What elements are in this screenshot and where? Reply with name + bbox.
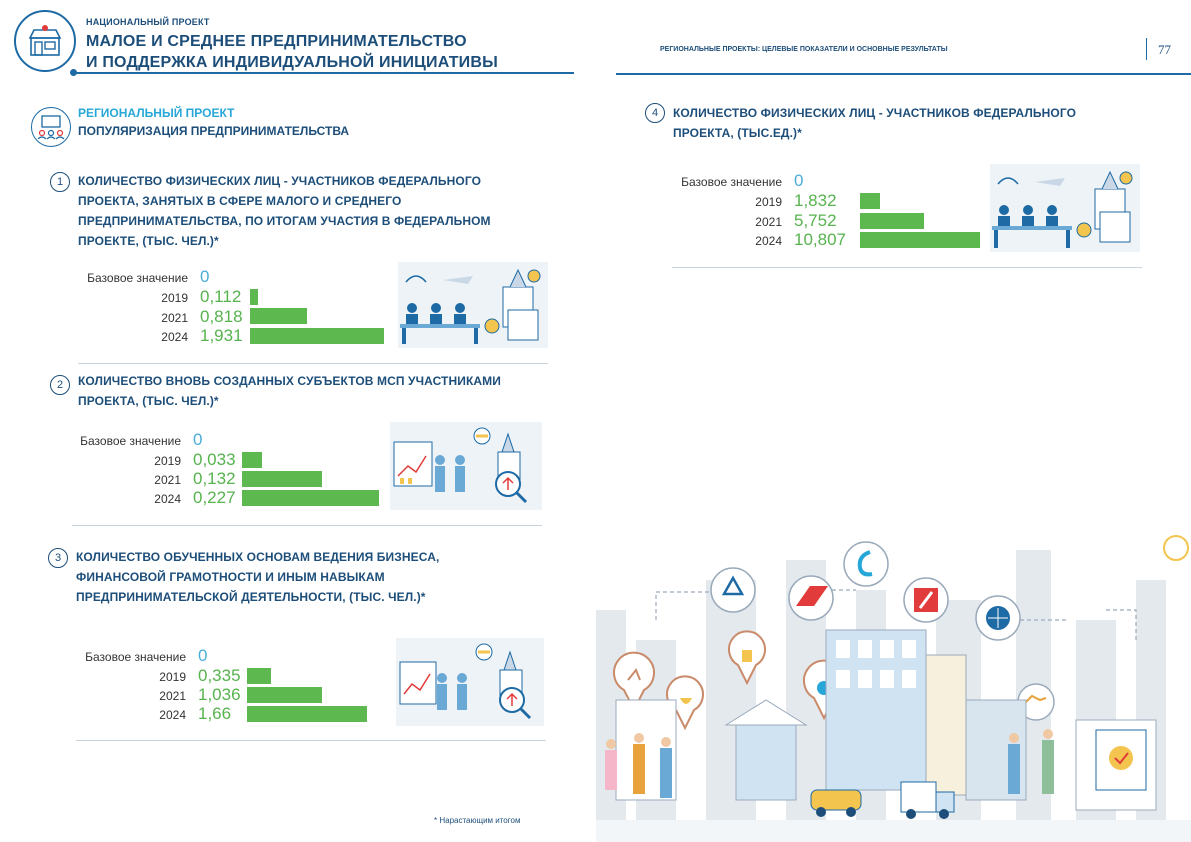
regional-project-name: ПОПУЛЯРИЗАЦИЯ ПРЕДПРИНИМАТЕЛЬСТВА — [78, 124, 350, 138]
page-number: 77 — [1158, 42, 1171, 57]
indicator-title — [78, 371, 501, 411]
indicator-bar — [242, 471, 322, 487]
indicator-bar — [242, 452, 262, 468]
year-label: 2021 — [755, 215, 782, 229]
indicator-title-line: КОЛИЧЕСТВО ВНОВЬ СОЗДАННЫХ СУБЪЕКТОВ МСП УЧАСТНИКАМИ — [78, 374, 501, 388]
regional-project-label: РЕГИОНАЛЬНЫЙ ПРОЕКТ — [78, 106, 235, 120]
indicator-value: 1,931 — [200, 326, 243, 345]
year-label: 2021 — [161, 311, 188, 325]
national-project-kicker: НАЦИОНАЛЬНЫЙ ПРОЕКТ — [86, 17, 210, 27]
section-divider — [72, 525, 542, 526]
indicator-title — [76, 547, 439, 607]
audience-presentation-icon — [31, 107, 71, 147]
indicator-value: 0,227 — [193, 488, 236, 507]
base-value-label: Базовое значение — [681, 175, 782, 189]
year-label: 2021 — [154, 473, 181, 487]
indicator-value: 1,036 — [198, 685, 241, 704]
year-label: 2019 — [755, 195, 782, 209]
national-project-title — [86, 31, 498, 73]
base-value: 0 — [193, 430, 203, 449]
indicator-title-line: КОЛИЧЕСТВО ФИЗИЧЕСКИХ ЛИЦ - УЧАСТНИКОВ ФЕДЕРАЛЬНОГО — [673, 106, 1077, 120]
national-project-shop-icon — [14, 10, 76, 72]
indicator-value: 10,807 — [794, 230, 846, 249]
indicator-number-badge: 1 — [50, 172, 70, 192]
indicator-bar — [860, 213, 924, 229]
indicator-title-line: ПРОЕКТА, (ТЫС. ЧЕЛ.)* — [78, 394, 219, 408]
indicator-title-line: ФИНАНСОВОЙ ГРАМОТНОСТИ И ИНЫМ НАВЫКАМ — [76, 570, 385, 584]
title-line-2: И ПОДДЕРЖКА ИНДИВИДУАЛЬНОЙ ИНИЦИАТИВЫ — [86, 54, 499, 71]
year-label: 2019 — [161, 291, 188, 305]
indicator-title-line: ПРЕДПРИНИМАТЕЛЬСКОЙ ДЕЯТЕЛЬНОСТИ, (ТЫС. ЧЕЛ.)* — [76, 590, 426, 604]
indicator-value: 0,818 — [200, 307, 243, 326]
indicator-number-badge: 2 — [50, 375, 70, 395]
year-label: 2024 — [154, 492, 181, 506]
indicator-value: 1,832 — [794, 191, 837, 210]
indicator-title — [673, 103, 1076, 143]
indicator-value: 1,66 — [198, 704, 232, 723]
indicator-value: 0,033 — [193, 450, 236, 469]
indicator-title-line: ПРЕДПРИНИМАТЕЛЬСТВА, ПО ИТОГАМ УЧАСТИЯ В ФЕДЕРАЛЬНОМ — [78, 214, 491, 228]
indicator-value: 5,752 — [794, 211, 837, 230]
indicator-bar — [860, 232, 980, 248]
indicator-title — [78, 171, 491, 251]
participants-illustration — [398, 262, 548, 348]
participants-illustration — [990, 164, 1140, 252]
base-value: 0 — [200, 267, 210, 286]
training-illustration — [396, 638, 544, 726]
indicator-bar — [860, 193, 880, 209]
year-label: 2024 — [755, 234, 782, 248]
year-label: 2019 — [154, 454, 181, 468]
section-divider — [76, 740, 546, 741]
section-divider — [672, 267, 1142, 268]
indicator-value: 0,112 — [200, 287, 242, 306]
indicator-bar — [247, 668, 271, 684]
page-number-separator — [1146, 38, 1147, 60]
city-business-illustration — [596, 520, 1191, 842]
indicator-bar — [247, 687, 322, 703]
year-label: 2019 — [159, 670, 186, 684]
indicator-value: 0,335 — [198, 666, 241, 685]
indicator-bar — [250, 289, 258, 305]
base-value: 0 — [794, 171, 804, 190]
base-value-label: Базовое значение — [85, 650, 186, 664]
header-divider-left — [74, 72, 574, 74]
indicator-bar — [250, 308, 307, 324]
title-line-1: МАЛОЕ И СРЕДНЕЕ ПРЕДПРИНИМАТЕЛЬСТВО — [86, 33, 467, 50]
year-label: 2024 — [161, 330, 188, 344]
indicator-value: 0,132 — [193, 469, 236, 488]
indicator-title-line: ПРОЕКТА, ЗАНЯТЫХ В СФЕРЕ МАЛОГО И СРЕДНЕГО — [78, 194, 402, 208]
base-value: 0 — [198, 646, 208, 665]
footnote: * Нарастающим итогом — [434, 816, 521, 825]
header-divider-right — [616, 73, 1191, 75]
section-divider — [78, 363, 548, 364]
indicator-bar — [242, 490, 379, 506]
section-running-head: РЕГИОНАЛЬНЫЕ ПРОЕКТЫ: ЦЕЛЕВЫЕ ПОКАЗАТЕЛИ И ОСНОВНЫЕ РЕЗУЛЬТАТЫ — [660, 46, 948, 53]
indicator-bar — [250, 328, 384, 344]
indicator-title-line: КОЛИЧЕСТВО ОБУЧЕННЫХ ОСНОВАМ ВЕДЕНИЯ БИЗНЕСА, — [76, 550, 440, 564]
indicator-title-line: КОЛИЧЕСТВО ФИЗИЧЕСКИХ ЛИЦ - УЧАСТНИКОВ ФЕДЕРАЛЬНОГО — [78, 174, 482, 188]
indicator-number-badge: 4 — [645, 103, 665, 123]
indicator-title-line: ПРОЕКТА, (ТЫС.ЕД.)* — [673, 126, 802, 140]
year-label: 2021 — [159, 689, 186, 703]
business-meeting-illustration — [390, 422, 542, 510]
indicator-number-badge: 3 — [48, 548, 68, 568]
base-value-label: Базовое значение — [80, 434, 181, 448]
year-label: 2024 — [159, 708, 186, 722]
base-value-label: Базовое значение — [87, 271, 188, 285]
indicator-title-line: ПРОЕКТЕ, (ТЫС. ЧЕЛ.)* — [78, 234, 219, 248]
indicator-bar — [247, 706, 367, 722]
